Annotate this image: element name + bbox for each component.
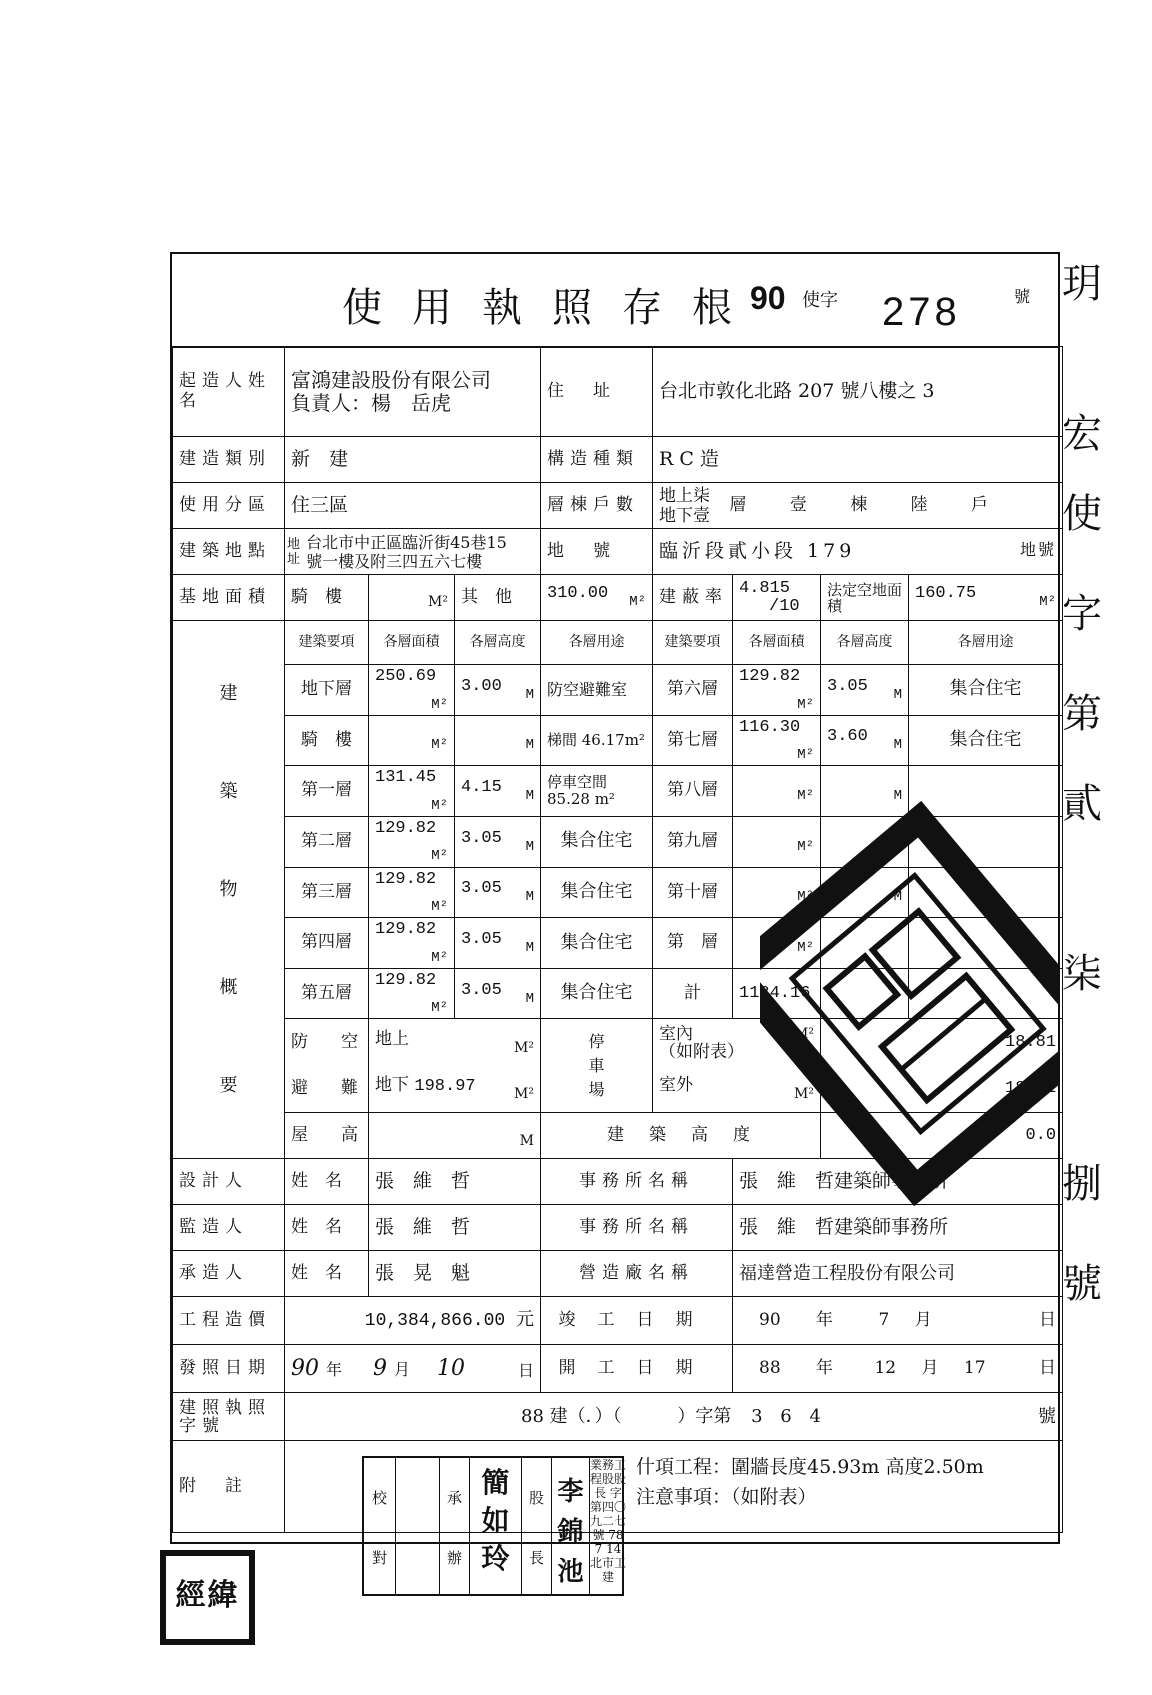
sign-col-jiaodui: 校 對: [364, 1458, 396, 1594]
issue-yue: 月: [394, 1360, 411, 1380]
document-title: 使用執照存根: [342, 285, 762, 331]
header-item-r: 建築要項: [653, 621, 733, 665]
fangkong-label: 防 空: [285, 1019, 369, 1066]
row-item-r: 第 層: [653, 918, 733, 969]
coverage-den: /10: [769, 596, 800, 616]
issue-nian: 年: [326, 1360, 343, 1380]
unit: M: [893, 838, 902, 855]
base-area-unit: M²: [629, 594, 646, 611]
designer-label: 設計人: [173, 1159, 285, 1205]
lot-value: 臨沂段貳小段 179: [659, 539, 856, 562]
row-item-r: 計: [653, 968, 733, 1019]
coverage-label: 建蔽率: [653, 575, 733, 621]
unit: M: [893, 686, 902, 703]
signature-box: [362, 1456, 627, 1596]
overview-char-1: 建: [219, 682, 238, 704]
dong-count: 壹: [789, 495, 807, 515]
issue-month: 9: [373, 1356, 388, 1382]
unit: M: [893, 737, 902, 754]
title-zi: 使字: [802, 290, 838, 311]
row-use-l: 集合住宅: [541, 867, 653, 918]
sign-col-chengban: 承 辦: [440, 1458, 470, 1594]
remark-line-1: 什項工程：圍牆長度45.93m 高度2.50m: [636, 1456, 984, 1478]
site-address-1: 台北市中正區臨沂街45巷15: [306, 532, 507, 552]
table-row: [173, 715, 1063, 766]
start-day: 17: [963, 1358, 986, 1379]
row-area-r: 116.30: [739, 717, 801, 737]
row-height-l: 3.05: [461, 828, 502, 848]
qilou-unit: M²: [428, 594, 448, 611]
open-area-label: 法定空地面積: [821, 575, 909, 621]
header-area-r: 各層面積: [733, 621, 821, 665]
unit: M²: [431, 737, 448, 754]
unit: M: [893, 788, 902, 805]
unit: M²: [431, 949, 448, 966]
unit: M: [525, 788, 534, 805]
contractor-name: 張 晃 魁: [369, 1251, 541, 1297]
open-area-value: 160.75: [915, 584, 977, 604]
contractor-label: 承造人: [173, 1251, 285, 1297]
row-area-l: 250.69: [375, 667, 437, 686]
unit: M²: [797, 889, 814, 906]
supervisor-label: 監造人: [173, 1205, 285, 1251]
unit: M: [525, 686, 534, 703]
bldg-height-label: 建 築 高 度: [541, 1113, 821, 1159]
unit: M: [893, 889, 902, 906]
overview-char-2: 築: [219, 780, 238, 802]
designer-office-label: 事務所名稱: [541, 1159, 733, 1205]
row-use-l: 梯間 46.17m²: [541, 715, 653, 766]
small-seal-text: 經緯: [175, 1578, 240, 1613]
unit: M: [525, 939, 534, 956]
site-label: 建築地點: [173, 529, 285, 575]
unit: M: [525, 838, 534, 855]
owner-rep: 負責人：楊 岳虎: [291, 390, 451, 415]
contractor-office: 福達營造工程股份有限公司: [733, 1251, 1063, 1297]
row-height-l: 3.05: [461, 929, 502, 949]
owner-label: 起造人姓名: [173, 347, 285, 437]
unit: M: [525, 889, 534, 906]
row-item-l: 第五層: [285, 968, 369, 1019]
supervisor-office-label: 事務所名稱: [541, 1205, 733, 1251]
row-height-r: 3.05: [827, 676, 868, 696]
row-height-l: 3.00: [461, 676, 502, 696]
row-use-r: 集合住宅: [909, 715, 1063, 766]
bldg-height-value: 0.0: [821, 1113, 1063, 1159]
official-stamp-text: 業務工程股股長 字第四〇九二七號 78 7 14 北市工建: [590, 1458, 627, 1584]
coverage-value: 4.815: [739, 578, 791, 598]
row-item-l: 第四層: [285, 918, 369, 969]
row-use-l: 集合住宅: [541, 968, 653, 1019]
done-year: 90: [759, 1310, 781, 1331]
start-nian: 年: [816, 1358, 834, 1379]
signer-name-1: 簡如玲: [470, 1458, 522, 1594]
remark-label: 附 註: [173, 1441, 285, 1533]
row-item-l: 第一層: [285, 766, 369, 817]
row-use-l: 集合住宅: [541, 918, 653, 969]
issue-year: 90: [291, 1356, 319, 1382]
owner-name: 富鴻建設股份有限公司: [291, 367, 491, 392]
unit: M²: [797, 939, 814, 956]
row-area-r: 129.82: [739, 667, 801, 686]
done-yue: 月: [914, 1310, 932, 1331]
floors-down: 地下壹: [659, 505, 710, 526]
unit: M²: [431, 1000, 448, 1017]
signer-name-2: 李錦池: [552, 1458, 590, 1594]
cost-label: 工程造價: [173, 1297, 285, 1345]
done-month: 7: [878, 1310, 890, 1331]
edge-char-2: 宏: [1062, 411, 1102, 457]
hu-count: 陸: [910, 495, 928, 515]
base-area-value: 310.00: [547, 584, 609, 604]
unit: M²: [797, 838, 814, 855]
row-area-r: 1184.16: [739, 983, 811, 1003]
row-item-l: 地下層: [285, 665, 369, 716]
row-item-l: 第三層: [285, 867, 369, 918]
row-area-l: 131.45: [375, 768, 437, 788]
edge-char-3: 使: [1062, 491, 1102, 537]
row-height-l: 4.15: [461, 778, 502, 798]
row-area-l: 129.82: [375, 818, 437, 838]
extra-value-1: 18.81: [821, 1019, 1063, 1066]
owner-address: 台北市敦化北路 207 號八樓之 3: [653, 347, 1063, 437]
build-type-label: 建造類別: [173, 437, 285, 483]
edge-char-6: 貳: [1062, 781, 1102, 827]
title-hao: 號: [1014, 287, 1031, 306]
open-area-unit: M²: [1039, 594, 1057, 611]
designer-name-label: 姓 名: [285, 1159, 369, 1205]
header-use-r: 各層用途: [909, 621, 1063, 665]
edge-char-7: 柒: [1062, 951, 1102, 997]
dong-text: 棟: [850, 495, 868, 515]
lot-label: 地 號: [541, 529, 653, 575]
indoor-label: 室內: [659, 1023, 693, 1044]
edge-char-4: 字: [1062, 591, 1102, 637]
done-nian: 年: [816, 1310, 834, 1331]
qita-label: 其 他: [455, 575, 541, 621]
done-ri: 日: [1039, 1310, 1057, 1331]
supervisor-name-label: 姓 名: [285, 1205, 369, 1251]
supervisor-office: 張 維 哲建築師事務所: [733, 1205, 1063, 1251]
start-label: 開工日期: [541, 1345, 733, 1393]
overview-label: [173, 621, 285, 1159]
edge-char-8: 捌: [1062, 1161, 1102, 1207]
permit-hao: 號: [1038, 1405, 1057, 1427]
header-area-l: 各層面積: [369, 621, 455, 665]
dixia-label: 地下: [375, 1075, 409, 1096]
unit: M²: [431, 899, 448, 916]
designer-office: 張 維 哲建築師事務所: [733, 1159, 1063, 1205]
row-height-l: 3.05: [461, 980, 502, 1000]
unit: M²: [431, 696, 448, 713]
site-prefix: 地址: [287, 536, 301, 567]
issue-label: 發照日期: [173, 1345, 285, 1393]
unit: M²: [514, 1039, 534, 1056]
zone-label: 使用分區: [173, 483, 285, 529]
row-use-l: 停車空間 85.28 m²: [541, 766, 653, 817]
overview-char-5: 要: [219, 1074, 238, 1096]
row-item-r: 第十層: [653, 867, 733, 918]
parking-char-1: 停: [588, 1031, 605, 1051]
permit-zi: ）字第: [677, 1405, 732, 1427]
row-height-l: 3.05: [461, 879, 502, 899]
title-number: 278: [882, 290, 961, 334]
small-seal: [160, 1550, 255, 1645]
indoor-note: （如附表）: [659, 1041, 744, 1062]
overview-char-3: 物: [219, 878, 238, 900]
start-month: 12: [874, 1358, 897, 1379]
contractor-office-label: 營造廠名稱: [541, 1251, 733, 1297]
qilou-label: 騎 樓: [285, 575, 369, 621]
table-row: [173, 665, 1063, 716]
parking-char-3: 場: [588, 1079, 605, 1099]
header-height-l: 各層高度: [455, 621, 541, 665]
permit-number: 3 6 4: [751, 1405, 827, 1427]
contractor-name-label: 姓 名: [285, 1251, 369, 1297]
unit: M²: [431, 848, 448, 865]
supervisor-name: 張 維 哲: [369, 1205, 541, 1251]
lot-suffix: 地號: [1020, 539, 1057, 559]
header-use-l: 各層用途: [541, 621, 653, 665]
binan-label: 避 難: [285, 1066, 369, 1113]
dixia-area: 198.97: [414, 1077, 476, 1097]
issue-ri: 日: [517, 1361, 534, 1381]
start-year: 88: [759, 1358, 781, 1379]
row-item-r: 第六層: [653, 665, 733, 716]
permit-label: 建照執照字號: [173, 1393, 285, 1441]
base-area-label: 基地面積: [173, 575, 285, 621]
roof-label: 屋 高: [285, 1113, 369, 1159]
site-address-2: 號一樓及附三四五六七樓: [306, 551, 483, 571]
row-item-r: 第八層: [653, 766, 733, 817]
designer-name: 張 維 哲: [369, 1159, 541, 1205]
row-area-l: 129.82: [375, 920, 437, 940]
overview-char-4: 概: [219, 976, 238, 998]
sign-col-guzhang: 股 長: [522, 1458, 552, 1594]
row-use-l: 防空避難室: [541, 665, 653, 716]
issue-day: 10: [437, 1356, 466, 1382]
unit: M²: [431, 797, 448, 814]
remark-notes: [636, 1452, 984, 1512]
unit: M²: [797, 788, 814, 805]
title-year: 90: [750, 280, 786, 316]
sign-col-blank: [396, 1458, 440, 1594]
header-height-r: 各層高度: [821, 621, 909, 665]
parking-char-2: 車: [588, 1055, 605, 1075]
permit-prefix: 88 建（．）（: [521, 1405, 622, 1427]
hu-text: 戶: [971, 495, 989, 515]
floors-up: 地上柒: [659, 485, 710, 506]
row-item-l: 騎 樓: [285, 715, 369, 766]
unit: M: [525, 990, 534, 1007]
outdoor-label: 室外: [659, 1075, 693, 1096]
row-use-l: 集合住宅: [541, 816, 653, 867]
title-row: [172, 254, 1058, 348]
edge-char-1: 玥: [1062, 261, 1102, 307]
done-label: 竣工日期: [541, 1297, 733, 1345]
unit: M²: [794, 1025, 814, 1042]
struct-label: 構造種類: [541, 437, 653, 483]
dishang-label: 地上: [375, 1028, 409, 1049]
struct-value: R C 造: [653, 437, 1063, 483]
row-item-r: 第九層: [653, 816, 733, 867]
row-area-l: 129.82: [375, 869, 437, 889]
zone-value: 住三區: [285, 483, 541, 529]
address-label: 住 址: [541, 347, 653, 437]
unit: M²: [797, 747, 814, 764]
start-yue: 月: [921, 1358, 939, 1379]
header-item-l: 建築要項: [285, 621, 369, 665]
remark-line-2: 注意事項：（如附表）: [636, 1486, 817, 1508]
start-ri: 日: [1039, 1358, 1057, 1379]
floors-label: 層棟戶數: [541, 483, 653, 529]
unit: M²: [794, 1086, 814, 1103]
official-seal-stamp: [760, 790, 1060, 1230]
cost-value: 10,384,866.00 元: [285, 1297, 541, 1345]
edge-char-9: 號: [1062, 1261, 1102, 1307]
right-edge-text: [1062, 252, 1152, 1552]
row-height-r: 3.60: [827, 727, 868, 747]
row-area-l: 129.82: [375, 970, 437, 990]
unit: M²: [514, 1086, 534, 1103]
row-item-r: 第七層: [653, 715, 733, 766]
unit: M: [519, 1132, 534, 1149]
ceng-text: 層: [729, 495, 747, 515]
unit: M²: [797, 696, 814, 713]
edge-char-5: 第: [1062, 691, 1102, 737]
row-item-l: 第二層: [285, 816, 369, 867]
extra-value-2: 18.81: [821, 1066, 1063, 1113]
row-use-r: 集合住宅: [909, 665, 1063, 716]
unit: M: [525, 737, 534, 754]
build-type-value: 新 建: [285, 437, 541, 483]
